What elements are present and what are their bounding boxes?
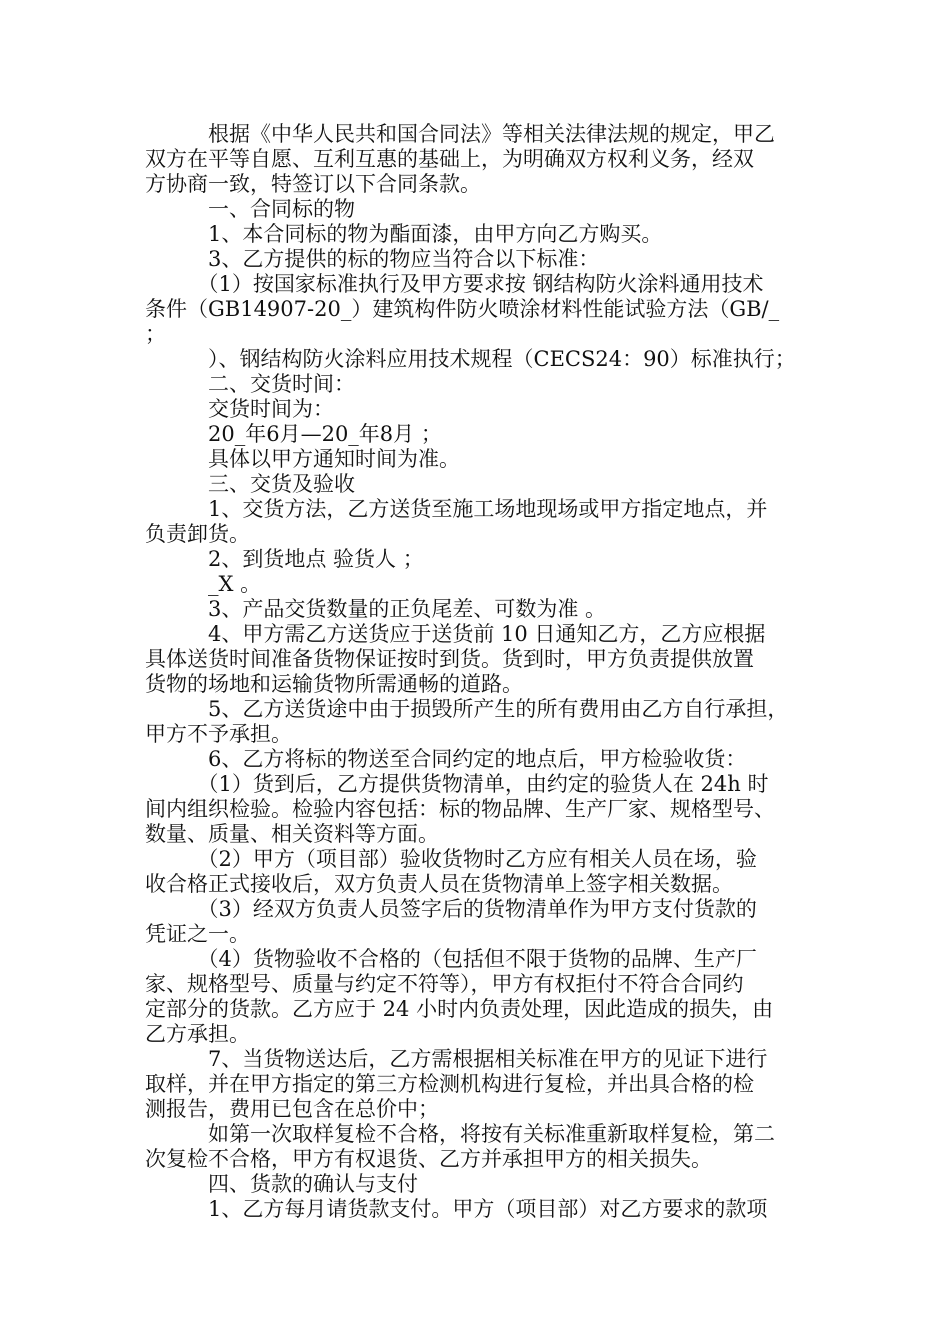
text-line: （3）经双方负责人员签字后的货物清单作为甲方支付货款的 bbox=[145, 897, 757, 921]
text-line: （4）货物验收不合格的（包括但不限于货物的品牌、生产厂 bbox=[145, 947, 757, 971]
text-line: 4、甲方需乙方送货应于送货前 10 日通知乙方，乙方应根据 bbox=[145, 622, 766, 646]
text-line: 2、到货地点 验货人 ； bbox=[145, 547, 424, 571]
text-line: 四、货款的确认与支付 bbox=[145, 1172, 418, 1196]
text-line: 次复检不合格，甲方有权退货、乙方并承担甲方的相关损失。 bbox=[145, 1147, 712, 1171]
text-line: 具体以甲方通知时间为准。 bbox=[145, 447, 460, 471]
text-line: 收合格正式接收后，双方负责人员在货物清单上签字相关数据。 bbox=[145, 872, 733, 896]
text-line: 一、合同标的物 bbox=[145, 197, 355, 221]
text-line: 1、本合同标的物为酯面漆，由甲方向乙方购买。 bbox=[145, 222, 663, 246]
text-line: _X 。 bbox=[145, 572, 262, 596]
text-line: 7、当货物送达后，乙方需根据相关标准在甲方的见证下进行 bbox=[145, 1047, 768, 1071]
text-line: 甲方不予承担。 bbox=[145, 722, 292, 746]
text-line: 间内组织检验。检验内容包括：标的物品牌、生产厂家、规格型号、 bbox=[145, 797, 775, 821]
text-line: 三、交货及验收 bbox=[145, 472, 355, 496]
text-line: 3、产品交货数量的正负尾差、可数为准 。 bbox=[145, 597, 607, 621]
text-line: 货物的场地和运输货物所需通畅的道路。 bbox=[145, 672, 523, 696]
text-line: 具体送货时间准备货物保证按时到货。货到时，甲方负责提供放置 bbox=[145, 647, 754, 671]
text-line: 条件（GB14907-20_）建筑构件防火喷涂材料性能试验方法（GB/_ bbox=[145, 297, 780, 321]
text-line: 5、乙方送货途中由于损毁所产生的所有费用由乙方自行承担， bbox=[145, 697, 789, 721]
text-line: （2）甲方（项目部）验收货物时乙方应有相关人员在场，验 bbox=[145, 847, 757, 871]
text-line: （1）货到后，乙方提供货物清单，由约定的验货人在 24h 时 bbox=[145, 772, 769, 796]
text-line: 家、规格型号、质量与约定不符等），甲方有权拒付不符合合同约 bbox=[145, 972, 744, 996]
text-line: 凭证之一。 bbox=[145, 922, 250, 946]
text-line: 定部分的货款。乙方应于 24 小时内负责处理，因此造成的损失，由 bbox=[145, 997, 774, 1021]
text-line: 3、乙方提供的标的物应当符合以下标准： bbox=[145, 247, 600, 271]
text-line: 方协商一致，特签订以下合同条款。 bbox=[145, 172, 481, 196]
text-line: 测报告，费用已包含在总价中； bbox=[145, 1097, 439, 1121]
text-line: 20_年6月—20_年8月 ； bbox=[145, 422, 442, 446]
text-line: 1、交货方法，乙方送货至施工场地现场或甲方指定地点，并 bbox=[145, 497, 768, 521]
text-line: 如第一次取样复检不合格，将按有关标准重新取样复检，第二 bbox=[145, 1122, 775, 1146]
text-line: ）、钢结构防火涂料应用技术规程（CECS24：90）标准执行； bbox=[145, 347, 796, 371]
text-line: 负责卸货。 bbox=[145, 522, 250, 546]
text-line: 交货时间为： bbox=[145, 397, 334, 421]
text-line: （1）按国家标准执行及甲方要求按 钢结构防火涂料通用技术 bbox=[145, 272, 764, 296]
text-line: 取样，并在甲方指定的第三方检测机构进行复检，并出具合格的检 bbox=[145, 1072, 754, 1096]
text-line: 根据《中华人民共和国合同法》等相关法律法规的规定，甲乙 bbox=[145, 122, 775, 146]
text-line: 1、乙方每月请货款支付。甲方（项目部）对乙方要求的款项 bbox=[145, 1197, 768, 1221]
text-line: 二、交货时间： bbox=[145, 372, 355, 396]
text-line: 数量、质量、相关资料等方面。 bbox=[145, 822, 439, 846]
text-line: 乙方承担。 bbox=[145, 1022, 250, 1046]
document-body bbox=[145, 122, 835, 1222]
text-line: 6、乙方将标的物送至合同约定的地点后，甲方检验收货： bbox=[145, 747, 747, 771]
text-line: 双方在平等自愿、互利互惠的基础上，为明确双方权利义务，经双 bbox=[145, 147, 754, 171]
text-line: ； bbox=[145, 322, 166, 346]
